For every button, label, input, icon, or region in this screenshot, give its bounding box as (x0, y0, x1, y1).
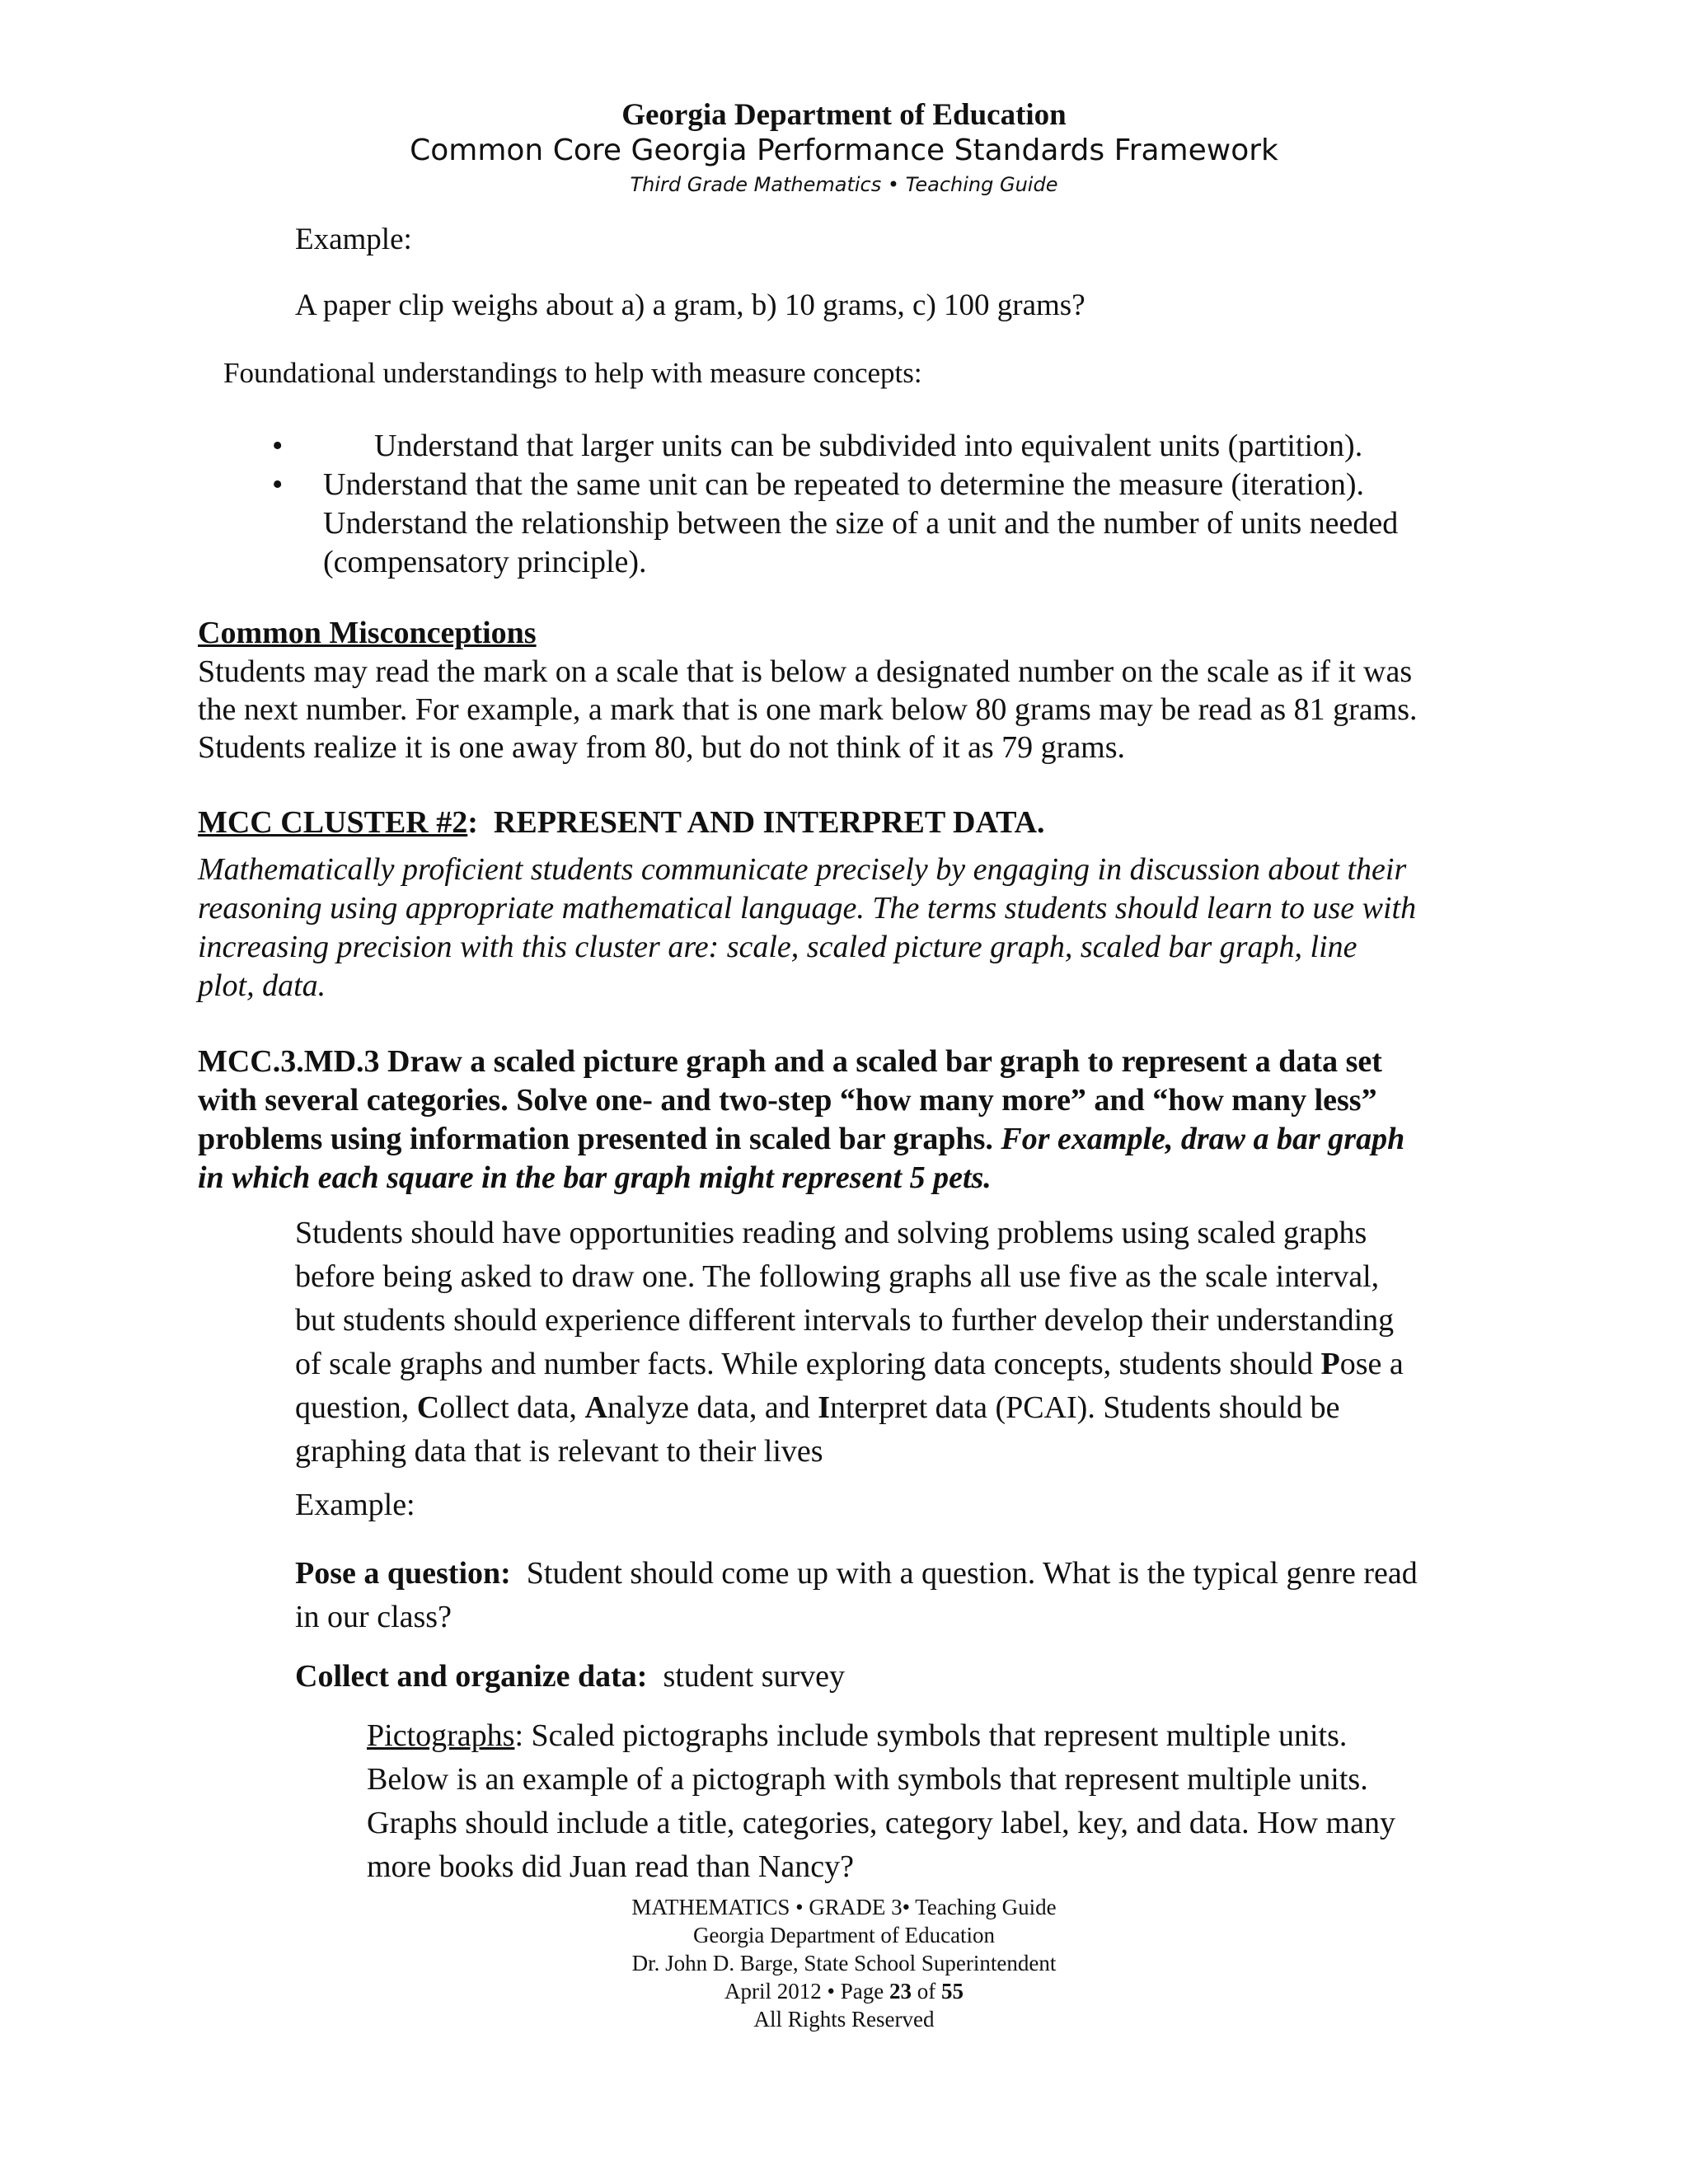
pictographs-line: more books did Juan read than Nancy? (367, 1849, 854, 1884)
bullet-dot: • (272, 467, 284, 502)
explanation-line: Students should have opportunities reading and solving problems using scaled graphs (295, 1216, 1367, 1250)
explanation-line: before being asked to draw one. The following graphs all use five as the scale interval, (295, 1259, 1380, 1294)
pose-text: Student should come up with a question. What is the typical genre read (526, 1556, 1418, 1591)
explanation-text: nterpret data (PCAI). Students should be (830, 1390, 1340, 1425)
bullet-text: Understand the relationship between the size of a unit and the number of units needed (323, 506, 1399, 541)
explanation-example-label: Example: (295, 1488, 415, 1522)
standard-statement (198, 1043, 1404, 1197)
bullet-text: Understand that the same unit can be repeated to determine the measure (iteration). (323, 467, 1364, 502)
explanation-line: but students should experience different intervals to further develop their understanding (295, 1303, 1395, 1338)
standard-line: in which each square in the bar graph might represent 5 pets. (198, 1160, 992, 1195)
footer-line: All Rights Reserved (753, 2007, 935, 2032)
cluster-colon: : (467, 805, 478, 840)
cluster-heading (198, 804, 1045, 842)
bullet-item (272, 466, 1398, 582)
footer-page-line (0, 1977, 1688, 2005)
pcai-letter: P (1320, 1347, 1340, 1381)
collect-text: student survey (663, 1659, 846, 1694)
pcai-letter: I (818, 1390, 830, 1425)
misconceptions-line: the next number. For example, a mark that is one mark below 80 grams may be read as 81 grams. (198, 692, 1418, 727)
bullet-dot: • (272, 429, 284, 463)
explanation-text: question, (295, 1390, 417, 1425)
pictographs-line: Graphs should include a title, categories, category label, key, and data. How many (367, 1806, 1395, 1840)
cluster-description (198, 851, 1416, 1005)
bullet-text: Understand that larger units can be subdivided into equivalent units (partition). (374, 429, 1363, 463)
foundational-bullets (272, 427, 1398, 582)
explanation-line: graphing data that is relevant to their lives (295, 1434, 823, 1469)
page-total: 55 (940, 1979, 964, 2004)
cluster-title: REPRESENT AND INTERPRET DATA. (493, 805, 1045, 840)
pictographs-label: Pictographs (367, 1718, 515, 1753)
footer-text: of (911, 1979, 941, 2004)
explanation-paragraph (295, 1212, 1404, 1474)
standard-bold-text: problems using information presented in scaled bar graphs. (198, 1122, 993, 1156)
explanation-line (295, 1343, 1404, 1386)
standard-line: MCC.3.MD.3 Draw a scaled picture graph and a scaled bar graph to represent a data set (198, 1044, 1382, 1079)
bullet-item (272, 427, 1398, 466)
pose-text-cont: in our class? (295, 1600, 452, 1634)
footer-line: MATHEMATICS • GRADE 3• Teaching Guide (631, 1895, 1057, 1919)
pcai-letter: A (584, 1390, 607, 1425)
footer-text: April 2012 • Page (724, 1979, 889, 2004)
collect-data (295, 1655, 845, 1699)
page-number: 23 (889, 1979, 912, 2004)
cluster-desc-line: plot, data. (198, 968, 326, 1003)
cluster-desc-line: increasing precision with this cluster are: scale, scaled picture graph, scaled bar graph, line (198, 930, 1357, 964)
header-framework: Common Core Georgia Performance Standards Framework (410, 134, 1278, 167)
example-question: A paper clip weighs about a) a gram, b) 10 grams, c) 100 grams? (295, 288, 1085, 322)
example-label: Example: (295, 223, 412, 256)
footer-line: Georgia Department of Education (692, 1923, 996, 1947)
explanation-text: ollect data, (439, 1390, 585, 1425)
explanation-text: nalyze data, and (607, 1390, 818, 1425)
page-footer (0, 1893, 1688, 2033)
explanation-text: ose a (1339, 1347, 1404, 1381)
cluster-desc-line: reasoning using appropriate mathematical language. The terms students should learn to use with (198, 891, 1417, 926)
misconceptions-line: Students may read the mark on a scale that is below a designated number on the scale as if it was (198, 654, 1413, 689)
standard-line: with several categories. Solve one- and two-step “how many more” and “how many less” (198, 1083, 1377, 1118)
cluster-desc-line: Mathematically proficient students communicate precisely by engaging in discussion about their (198, 852, 1407, 887)
standard-example-text: For example, draw a bar graph (1001, 1122, 1405, 1156)
pose-question (295, 1552, 1418, 1639)
header-subtitle: Third Grade Mathematics • Teaching Guide (630, 173, 1058, 196)
bullet-text: (compensatory principle). (323, 545, 647, 579)
pose-label: Pose a question: (295, 1556, 511, 1591)
header-organization: Georgia Department of Education (621, 98, 1067, 132)
misconceptions-line: Students realize it is one away from 80, but do not think of it as 79 grams. (198, 730, 1126, 765)
cluster-label: MCC CLUSTER #2 (198, 805, 468, 840)
pictographs-text: : Scaled pictographs include symbols that represent multiple units. (514, 1718, 1348, 1753)
standard-line (198, 1120, 1404, 1159)
footer-line: Dr. John D. Barge, State School Superintendent (631, 1951, 1057, 1975)
collect-label: Collect and organize data: (295, 1659, 648, 1694)
foundational-lead: Foundational understandings to help with measure concepts: (223, 357, 922, 389)
pcai-letter: C (416, 1390, 440, 1425)
pictographs-line: Below is an example of a pictograph with symbols that represent multiple units. (367, 1762, 1368, 1797)
explanation-text: of scale graphs and number facts. While exploring data concepts, students should (295, 1347, 1321, 1381)
misconceptions-heading: Common Misconceptions (198, 616, 537, 650)
explanation-line (295, 1386, 1404, 1430)
pictographs-paragraph (367, 1714, 1395, 1889)
